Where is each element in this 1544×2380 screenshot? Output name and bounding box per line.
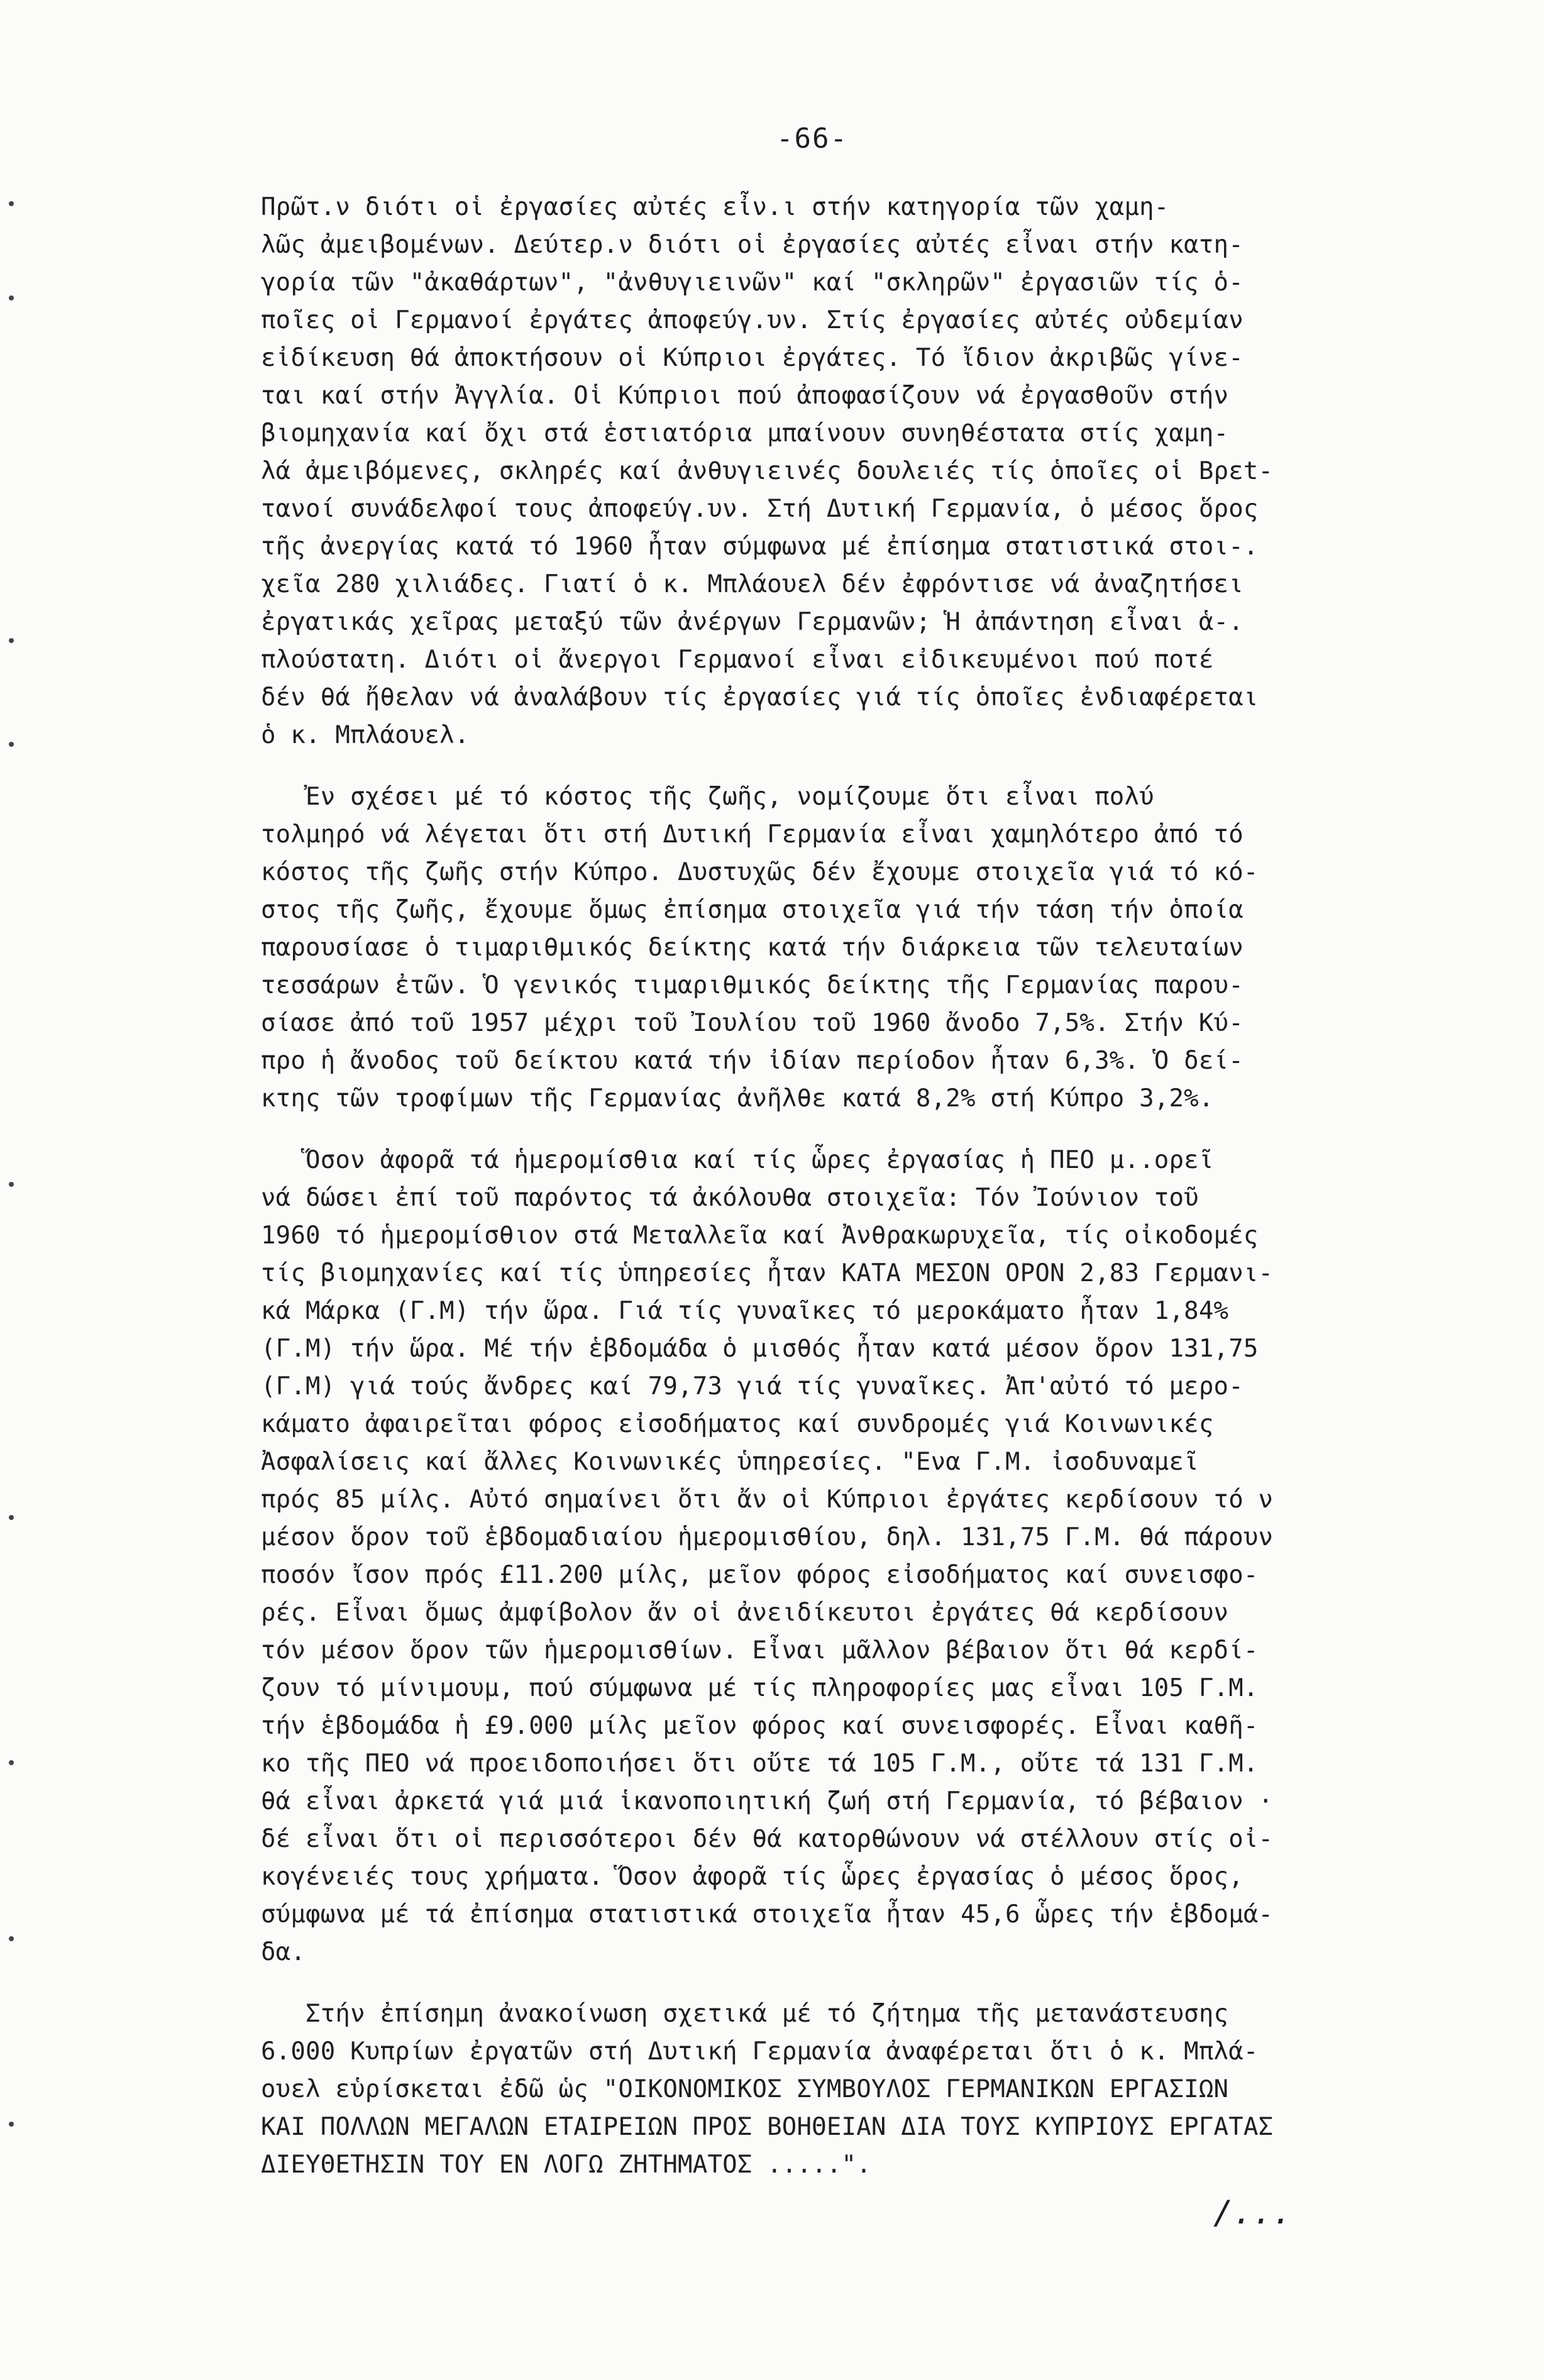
text-line: 1960 τό ἡμερομίσθιον στά Μεταλλεῖα καί Ἀνθρακωρυχεῖα, τίς οἰκοδομές bbox=[261, 1221, 1259, 1250]
text-line: δα. bbox=[261, 1938, 306, 1966]
text-line: εἰδίκευση θά ἀποκτήσουν οἱ Κύπριοι ἐργάτες. Τό ἴδιον ἀκριβῶς γίνε- bbox=[261, 344, 1243, 372]
text-line: δέν θά ἤθελαν νά ἀναλάβουν τίς ἐργασίες γιά τίς ὁποῖες ἐνδιαφέρεται bbox=[261, 683, 1259, 712]
text-line: τανοί συνάδελφοί τους ἀποφεύγ.υν. Στή Δυτική Γερμανία, ὁ μέσος ὅρος bbox=[261, 495, 1259, 523]
text-line: 6.000 Κυπρίων ἐργατῶν στή Δυτική Γερμανία ἀναφέρεται ὅτι ὁ κ. Μπλά- bbox=[261, 2037, 1259, 2066]
text-line: ἐργατικάς χεῖρας μεταξύ τῶν ἀνέργων Γερμανῶν; Ἡ ἀπάντηση εἶναι ἁ-. bbox=[261, 608, 1243, 636]
text-line: ὁ κ. Μπλάουελ. bbox=[261, 721, 470, 749]
text-line: τῆς ἀνεργίας κατά τό 1960 ἦταν σύμφωνα μέ ἐπίσημα στατιστικά στοι-. bbox=[261, 532, 1259, 561]
text-line: θά εἶναι ἀρκετά γιά μιά ἱκανοποιητική ζωή στή Γερμανία, τό βέβαιον · bbox=[261, 1787, 1274, 1815]
text-line: ρές. Εἶναι ὅμως ἀμφίβολον ἄν οἱ ἀνειδίκευτοι ἐργάτες θά κερδίσουν bbox=[261, 1599, 1229, 1627]
text-line: δέ εἶναι ὅτι οἱ περισσότεροι δέν θά κατορθώνουν νά στέλλουν στίς οἰ- bbox=[261, 1825, 1274, 1853]
scan-margin-dot bbox=[9, 1515, 14, 1520]
text-line: λά ἀμειβόμενες, σκληρές καί ἀνθυγιεινές δουλειές τίς ὁποῖες οἱ Βρεt- bbox=[261, 457, 1274, 485]
scan-margin-dot bbox=[9, 201, 14, 206]
text-line: κά Μάρκα (Γ.Μ) τήν ὥρα. Γιά τίς γυναῖκες τό μεροκάματο ἦταν 1,84% bbox=[261, 1297, 1229, 1325]
text-line: Ἀσφαλίσεις καί ἄλλες Κοινωνικές ὑπηρεσίες. "Ενα Γ.Μ. ἰσοδυναμεῖ bbox=[261, 1448, 1199, 1476]
text-line: στος τῆς ζωῆς, ἔχουμε ὅμως ἐπίσημα στοιχεῖα γιά τήν τάση τήν ὁποία bbox=[261, 896, 1243, 924]
paragraph bbox=[261, 189, 1411, 754]
text-line: Πρῶτ.ν διότι οἱ ἐργασίες αὐτές εἶν.ι στήν κατηγορία τῶν χαμη- bbox=[261, 193, 1169, 221]
text-line: σίασε ἀπό τοῦ 1957 μέχρι τοῦ Ἰουλίου τοῦ 1960 ἄνοδο 7,5%. Στήν Κύ- bbox=[261, 1009, 1243, 1037]
text-line: ΚΑΙ ΠΟΛΛΩΝ ΜΕΓΑΛΩΝ ΕΤΑΙΡΕΙΩΝ ΠΡΟΣ ΒΟΗΘΕΙΑΝ ΔΙΑ ΤΟΥΣ ΚΥΠΡΙΟΥΣ ΕΡΓΑΤΑΣ bbox=[261, 2113, 1274, 2141]
continuation-mark: /... bbox=[1213, 2194, 1293, 2232]
text-line: σύμφωνα μέ τά ἐπίσημα στατιστικά στοιχεῖα ἦταν 45,6 ὧρες τήν ἑβδομά- bbox=[261, 1900, 1274, 1929]
scan-margin-dot bbox=[9, 1936, 14, 1941]
text-line: παρουσίασε ὁ τιμαριθμικός δείκτης κατά τήν διάρκεια τῶν τελευταίων bbox=[261, 934, 1243, 962]
text-line: μέσον ὅρον τοῦ ἑβδομαδιαίου ἡμερομισθίου, δηλ. 131,75 Γ.Μ. θά πάρουν bbox=[261, 1523, 1274, 1551]
text-line: (Γ.Μ) γιά τούς ἄνδρες καί 79,73 γιά τίς γυναῖκες. Ἀπ'αὐτό τό μερο- bbox=[261, 1372, 1243, 1401]
text-line: νά δώσει ἐπί τοῦ παρόντος τά ἀκόλουθα στοιχεῖα: Τόν Ἰούνιον τοῦ bbox=[261, 1184, 1199, 1212]
paragraph bbox=[261, 778, 1411, 1118]
text-line: Στήν ἐπίσημη ἀνακοίνωση σχετικά μέ τό ζήτημα τῆς μετανάστευσης bbox=[261, 2000, 1229, 2028]
text-line: βιομηχανία καί ὄχι στά ἑστιατόρια μπαίνουν συνηθέστατα στίς χαμη- bbox=[261, 419, 1229, 448]
paragraph bbox=[261, 1142, 1411, 1971]
text-line: τίς βιομηχανίες καί τίς ὑπηρεσίες ἦταν ΚΑΤΑ ΜΕΣΟΝ ΟΡΟΝ 2,83 Γερμανι- bbox=[261, 1259, 1274, 1287]
body-text bbox=[261, 189, 1411, 2184]
scan-margin-dot bbox=[9, 1182, 14, 1187]
text-line: κτης τῶν τροφίμων τῆς Γερμανίας ἀνῆλθε κατά 8,2% στή Κύπρο 3,2%. bbox=[261, 1084, 1214, 1113]
text-line: τήν ἑβδομάδα ἡ £9.000 μίλς μεῖον φόρος καί συνεισφορές. Εἶναι καθῆ- bbox=[261, 1712, 1259, 1740]
scan-margin-dot bbox=[9, 2122, 14, 2127]
page-number: -66- bbox=[776, 123, 848, 155]
text-line: τόν μέσον ὅρον τῶν ἡμερομισθίων. Εἶναι μᾶλλον βέβαιον ὅτι θά κερδί- bbox=[261, 1636, 1259, 1665]
text-line: ΔΙΕΥΘΕΤΗΣΙΝ ΤΟΥ ΕΝ ΛΟΓΩ ΖΗΤΗΜΑΤΟΣ .....". bbox=[261, 2151, 871, 2179]
text-line: γορία τῶν "ἀκαθάρτων", "ἀνθυγιεινῶν" καί "σκληρῶν" ἐργασιῶν τίς ὁ- bbox=[261, 268, 1243, 297]
text-line: τεσσάρων ἐτῶν. Ὁ γενικός τιμαριθμικός δείκτης τῆς Γερμανίας παρου- bbox=[261, 971, 1243, 1000]
text-line: ουελ εὑρίσκεται ἐδῶ ὡς "ΟΙΚΟΝΟΜΙΚΟΣ ΣΥΜΒΟΥΛΟΣ ΓΕΡΜΑΝΙΚΩΝ ΕΡΓΑΣΙΩΝ bbox=[261, 2075, 1229, 2103]
text-line: χεῖα 280 χιλιάδες. Γιατί ὁ κ. Μπλάουελ δέν ἐφρόντισε νά ἀναζητήσει bbox=[261, 570, 1243, 598]
text-line: Ὅσον ἀφορᾶ τά ἡμερομίσθια καί τίς ὧρες ἐργασίας ἡ ΠΕΟ μ..ορεῖ bbox=[261, 1146, 1214, 1174]
text-line: ποσόν ἴσον πρός £11.200 μίλς, μεῖον φόρος εἰσοδήματος καί συνεισφο- bbox=[261, 1561, 1259, 1589]
text-line: κογένειές τους χρήματα. Ὅσον ἀφορᾶ τίς ὧρες ἐργασίας ὁ μέσος ὅρος, bbox=[261, 1863, 1243, 1891]
text-line: τολμηρό νά λέγεται ὅτι στή Δυτική Γερμανία εἶναι χαμηλότερο ἀπό τό bbox=[261, 820, 1243, 849]
text-line: πρός 85 μίλς. Αὐτό σημαίνει ὅτι ἄν οἱ Κύπριοι ἐργάτες κερδίσουν τό ν bbox=[261, 1485, 1274, 1514]
scan-margin-dot bbox=[9, 638, 14, 643]
scan-margin-dot bbox=[9, 742, 14, 747]
text-line: λῶς ἀμειβομένων. Δεύτερ.ν διότι οἱ ἐργασίες αὐτές εἶναι στήν κατη- bbox=[261, 231, 1243, 259]
text-line: κάματο ἀφαιρεῖται φόρος εἰσοδήματος καί συνδρομές γιά Κοινωνικές bbox=[261, 1410, 1214, 1438]
text-line: πλούστατη. Διότι οἱ ἄνεργοι Γερμανοί εἶναι εἰδικευμένοι πού ποτέ bbox=[261, 646, 1214, 674]
paragraph bbox=[261, 1995, 1411, 2184]
text-line: ται καί στήν Ἀγγλία. Οἱ Κύπριοι πού ἀποφασίζουν νά ἐργασθοῦν στήν bbox=[261, 382, 1229, 410]
text-line: κόστος τῆς ζωῆς στήν Κύπρο. Δυστυχῶς δέν ἔχουμε στοιχεῖα γιά τό κό- bbox=[261, 858, 1259, 886]
text-line: κο τῆς ΠΕΟ νά προειδοποιήσει ὅτι οὔτε τά 105 Γ.Μ., οὔτε τά 131 Γ.Μ. bbox=[261, 1749, 1259, 1778]
scan-margin-dot bbox=[9, 295, 14, 300]
text-line: Ἐν σχέσει μέ τό κόστος τῆς ζωῆς, νομίζουμε ὅτι εἶναι πολύ bbox=[261, 783, 1154, 811]
text-line: προ ἡ ἄνοδος τοῦ δείκτου κατά τήν ἰδίαν περίοδον ἦταν 6,3%. Ὁ δεί- bbox=[261, 1047, 1243, 1075]
scan-margin-dot bbox=[9, 1760, 14, 1765]
text-line: ζουν τό μίνιμουμ, πού σύμφωνα μέ τίς πληροφορίες μας εἶναι 105 Γ.Μ. bbox=[261, 1674, 1259, 1702]
text-line: ποῖες οἱ Γερμανοί ἐργάτες ἀποφεύγ.υν. Στίς ἐργασίες αὐτές οὐδεμίαν bbox=[261, 306, 1243, 334]
text-line: (Γ.Μ) τήν ὥρα. Μέ τήν ἑβδομάδα ὁ μισθός ἦταν κατά μέσον ὅρον 131,75 bbox=[261, 1335, 1259, 1363]
